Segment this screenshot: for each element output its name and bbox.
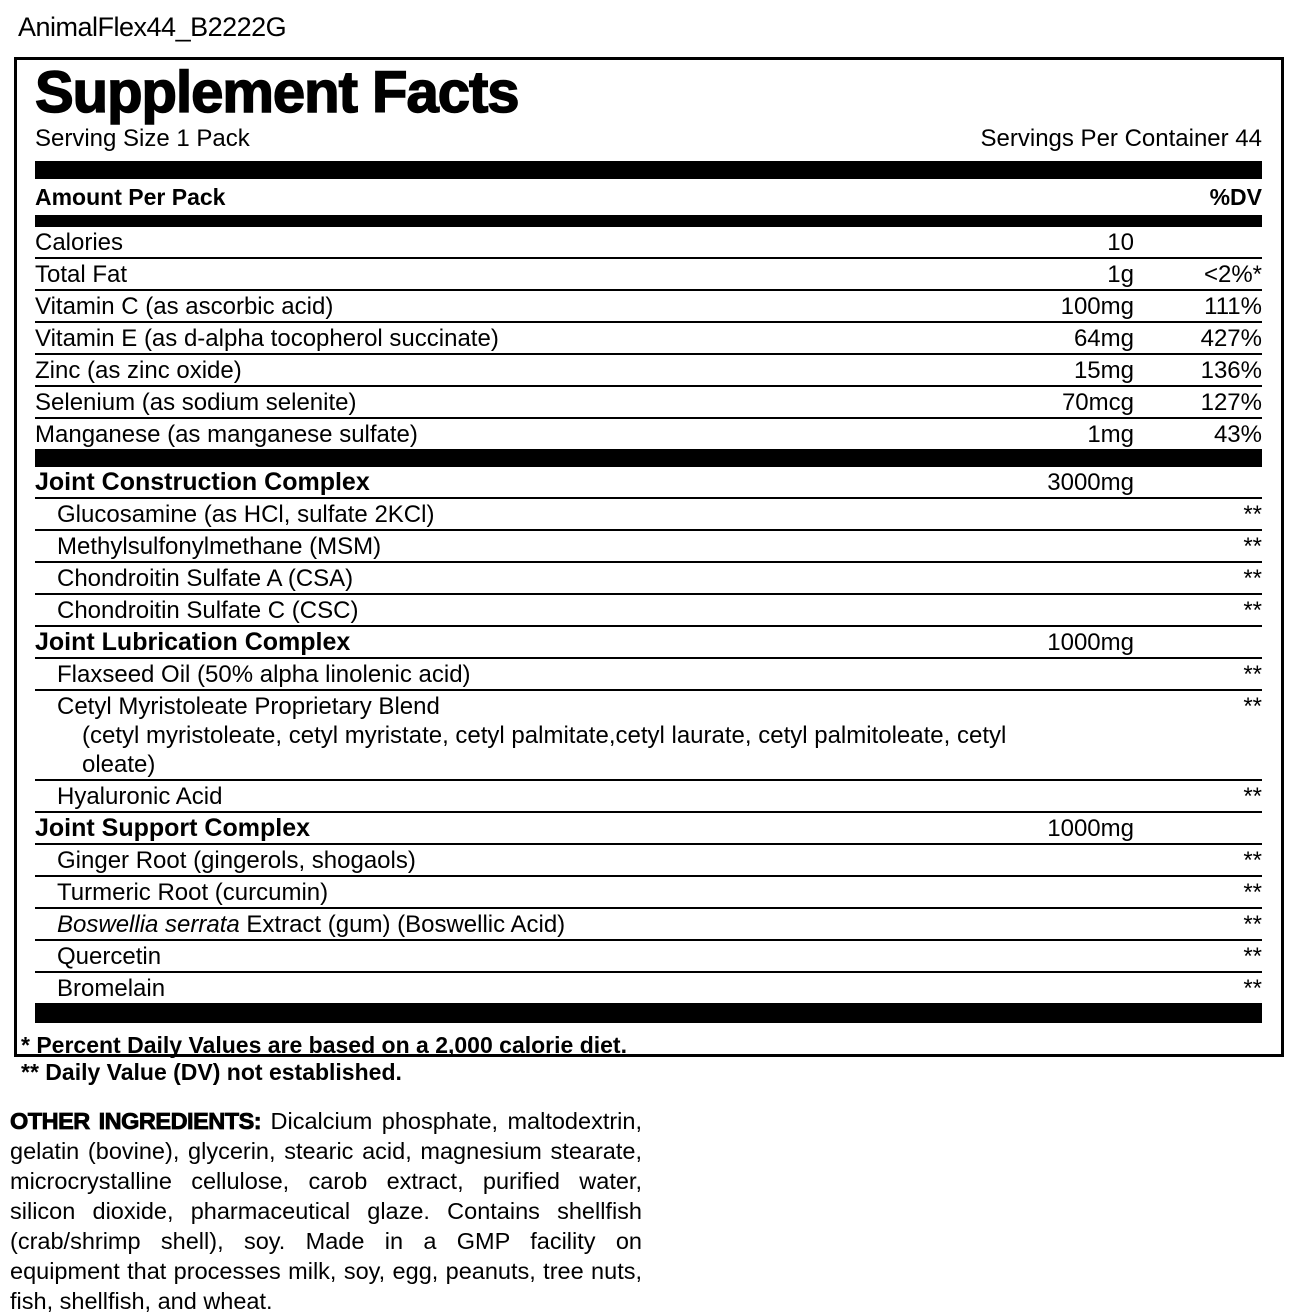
ingredient-name: Cetyl Myristoleate Proprietary Blend (cetyl myristoleate, cetyl myristate, cetyl palmitate,cetyl laurate, cetyl palmitoleate, cetyl oleate) — [35, 691, 1022, 779]
ingredient-name: Hyaluronic Acid — [57, 783, 223, 810]
amount-value — [1022, 877, 1134, 878]
other-ingredients-heading: OTHER INGREDIENTS: — [10, 1107, 262, 1134]
dv-value: ** — [1243, 533, 1262, 560]
servings-per-container-label: Servings Per Container 44 — [980, 125, 1262, 152]
ingredient-name: Vitamin E (as d-alpha tocopherol succinate) — [35, 325, 499, 352]
amount-value — [1022, 973, 1134, 974]
separator-bar-header — [35, 215, 1262, 227]
ingredient-name: Total Fat — [35, 261, 128, 288]
amount-value: 10 — [1107, 229, 1134, 256]
dv-value — [1134, 467, 1262, 468]
table-row — [35, 657, 1262, 689]
table-row — [35, 939, 1262, 971]
amount-value: 64mg — [1073, 325, 1134, 352]
dv-value — [1134, 227, 1262, 228]
ingredient-name: Selenium (as sodium selenite) — [35, 389, 357, 416]
amount-per-pack-header: Amount Per Pack — [35, 184, 226, 210]
ingredient-name: Boswellia serrata Extract (gum) (Boswellic Acid) — [57, 911, 566, 938]
table-row — [35, 321, 1262, 353]
document-label: AnimalFlex44_B2222G — [18, 12, 287, 42]
other-ingredients-text: Dicalcium phosphate, maltodextrin, gelatin (bovine), glycerin, stearic acid, magnesium stearate, microcrystalline cellulose, carob extract, purified water, silicon dioxide, pharmaceutical glaze. Contains shellfish (crab/shrimp shell), soy. Made in a GMP facility on equipment that processes milk, soy, egg, peanuts, tree nuts, fish, shellfish, and wheat. — [10, 1107, 642, 1314]
table-row — [35, 625, 1262, 657]
table-row — [35, 385, 1262, 417]
amount-value — [1022, 909, 1134, 910]
dv-value: ** — [1243, 783, 1262, 810]
amount-value: 1g — [1107, 261, 1134, 288]
dv-value: ** — [1243, 661, 1262, 688]
table-row — [35, 811, 1262, 843]
dv-header: %DV — [1209, 184, 1262, 210]
ingredient-name: Flaxseed Oil (50% alpha linolenic acid) — [57, 661, 471, 688]
footnote-dv-not-established: ** Daily Value (DV) not established. — [21, 1059, 402, 1085]
amount-value: 1mg — [1087, 421, 1134, 448]
dv-value: ** — [1243, 565, 1262, 592]
ingredient-name: Chondroitin Sulfate C (CSC) — [57, 597, 359, 624]
ingredient-name: Turmeric Root (curcumin) — [57, 879, 329, 906]
amount-value — [1022, 659, 1134, 660]
dv-value: ** — [1243, 879, 1262, 906]
supplement-facts-panel — [14, 57, 1284, 1085]
ingredient-subline: (cetyl myristoleate, cetyl myristate, cetyl palmitate,cetyl laurate, cetyl palmitoleate, cetyl oleate) — [82, 722, 1007, 778]
ingredient-name: Methylsulfonylmethane (MSM) — [57, 533, 382, 560]
dv-value: 427% — [1200, 325, 1262, 352]
table-row — [35, 689, 1262, 779]
table-row — [35, 417, 1262, 449]
panel-title: Supplement Facts — [35, 60, 519, 125]
ingredient-name: Zinc (as zinc oxide) — [35, 357, 242, 384]
ingredient-name: Bromelain — [57, 975, 166, 1002]
amount-value: 1000mg — [1047, 629, 1134, 656]
serving-info-row — [35, 124, 1262, 153]
amount-value — [1022, 531, 1134, 532]
amount-value — [1022, 845, 1134, 846]
dv-value: ** — [1243, 911, 1262, 938]
separator-bar-top — [35, 161, 1262, 179]
dv-value: ** — [1243, 597, 1262, 624]
column-header-row — [35, 179, 1262, 215]
ingredient-name: Joint Support Complex — [35, 814, 310, 842]
table-row — [35, 779, 1262, 811]
other-ingredients-paragraph — [10, 1106, 642, 1316]
dv-value: 136% — [1200, 357, 1262, 384]
table-row — [35, 843, 1262, 875]
ingredient-name: Joint Lubrication Complex — [35, 628, 351, 656]
dv-value: 43% — [1213, 421, 1262, 448]
footnote-daily-value: * Percent Daily Values are based on a 2,000 calorie diet. — [21, 1032, 627, 1058]
dv-value — [1134, 627, 1262, 628]
table-row — [35, 971, 1262, 1003]
ingredient-name-italic: Boswellia serrata — [57, 911, 240, 938]
dv-value: <2%* — [1203, 261, 1262, 288]
table-row — [35, 227, 1262, 257]
dv-value: 127% — [1200, 389, 1262, 416]
dv-value: ** — [1243, 693, 1262, 720]
amount-value — [1022, 499, 1134, 500]
amount-value — [1022, 691, 1134, 692]
ingredient-name: Joint Construction Complex — [35, 468, 370, 496]
ingredient-name: Quercetin — [57, 943, 162, 970]
table-row — [35, 497, 1262, 529]
amount-value: 15mg — [1073, 357, 1134, 384]
amount-value: 3000mg — [1047, 469, 1134, 496]
amount-value: 70mcg — [1061, 389, 1134, 416]
serving-size-label: Serving Size 1 Pack — [35, 125, 250, 152]
table-row — [35, 257, 1262, 289]
amount-value — [1022, 563, 1134, 564]
ingredient-name: Ginger Root (gingerols, shogaols) — [57, 847, 416, 874]
dv-value — [1134, 813, 1262, 814]
dv-value: ** — [1243, 501, 1262, 528]
footnotes — [21, 1032, 1262, 1086]
dv-value: 111% — [1204, 293, 1262, 320]
dv-value: ** — [1243, 847, 1262, 874]
table-row — [35, 529, 1262, 561]
dv-value: ** — [1243, 975, 1262, 1002]
table-row — [35, 593, 1262, 625]
separator-bar — [35, 449, 1262, 467]
dv-value: ** — [1243, 943, 1262, 970]
amount-value — [1022, 941, 1134, 942]
facts-rows — [35, 227, 1262, 1023]
ingredient-name: Vitamin C (as ascorbic acid) — [35, 293, 334, 320]
table-row — [35, 467, 1262, 497]
amount-value: 100mg — [1060, 293, 1134, 320]
table-row — [35, 907, 1262, 939]
ingredient-name: Manganese (as manganese sulfate) — [35, 421, 418, 448]
table-row — [35, 353, 1262, 385]
amount-value — [1022, 781, 1134, 782]
amount-value: 1000mg — [1047, 815, 1134, 842]
table-row — [35, 875, 1262, 907]
ingredient-name: Glucosamine (as HCl, sulfate 2KCl) — [57, 501, 435, 528]
ingredient-name: Chondroitin Sulfate A (CSA) — [57, 565, 354, 592]
separator-bar — [35, 1003, 1262, 1023]
ingredient-name: Calories — [35, 229, 124, 256]
table-row — [35, 561, 1262, 593]
amount-value — [1022, 595, 1134, 596]
table-row — [35, 289, 1262, 321]
